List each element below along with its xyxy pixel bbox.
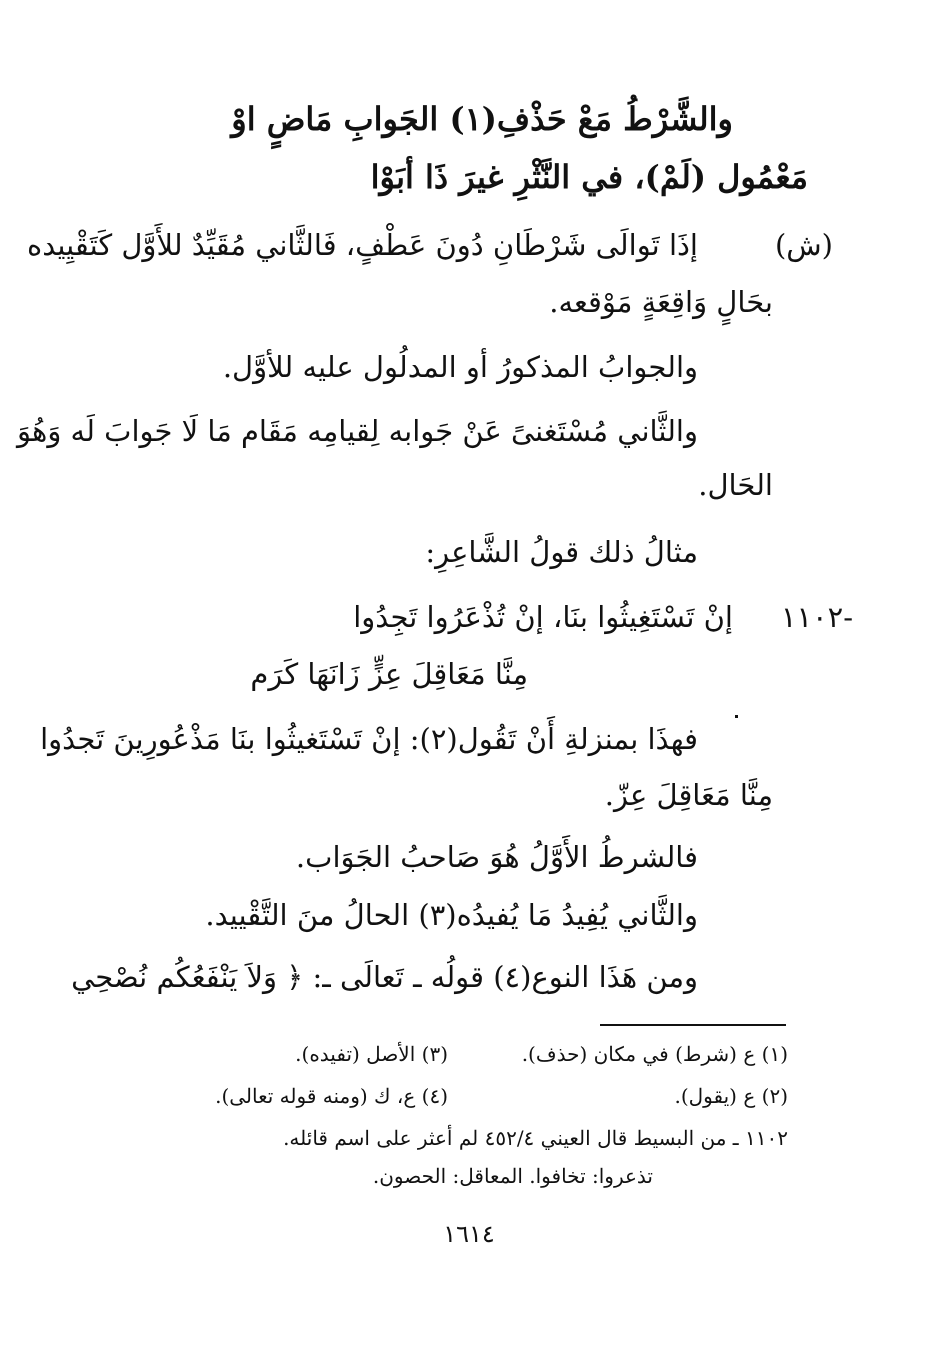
paragraph-3-line-2: الحَال. bbox=[698, 468, 773, 502]
paragraph-5-line-1: فهذَا بمنزلةِ أَنْ تَقُول(٢): إنْ تَسْتَغيثُوا بنَا مَذْعُورِينَ تَجدُوا bbox=[40, 722, 698, 756]
paragraph-1-line-2: بحَالٍ وَاقِعَةٍ مَوْقعه. bbox=[549, 285, 773, 319]
page-number: ١٦١٤ bbox=[443, 1220, 495, 1248]
footnote-rule bbox=[600, 1024, 786, 1026]
footnote-3: (٣) الأصل (تفيده). bbox=[295, 1042, 448, 1066]
paragraph-7: والثَّاني يُفِيدُ مَا يُفيدُه(٣) الحالُ منَ التَّقْييد. bbox=[205, 898, 698, 932]
commentary-marker: (ش) bbox=[774, 228, 833, 262]
paragraph-5-line-2: مِنَّا مَعَاقِلَ عِزّ. bbox=[604, 778, 773, 812]
paragraph-2: والجوابُ المذكورُ أو المدلُول عليه للأوَّل. bbox=[222, 350, 698, 384]
poem-number: ١١٠٢- bbox=[780, 600, 853, 634]
paragraph-4: مثالُ ذلك قولُ الشَّاعِرِ: bbox=[425, 535, 698, 569]
paragraph-6: فالشرطُ الأَوَّلُ هُوَ صَاحبُ الجَوَاب. bbox=[295, 840, 698, 874]
paragraph-3-line-1: والثَّاني مُسْتَغنىً عَنْ جَوابه لِقيامِه مَقَام مَا لَا جَوابَ لَه وَهُوَ bbox=[17, 414, 698, 448]
poem-note-line-1: ١١٠٢ ـ من البسيط قال العيني ٤٥٢/٤ لم أعثر على اسم قائله. bbox=[283, 1126, 788, 1150]
paragraph-8: ومن هَذَا النوع(٤) قولُه ـ تَعالَى ـ: ﴿ وَلاَ يَنْفَعُكُم نُصْحِي bbox=[71, 960, 698, 994]
poem-line-2: مِنَّا مَعَاقِلَ عِزٍّ زَانَهَا كَرَم bbox=[250, 657, 528, 691]
verse-line-2: مَعْمُول (لَمْ)، في النَّثْرِ غيرَ ذَا أبَوْا bbox=[370, 158, 808, 196]
verse-line-1: والشَّرْطُ مَعْ حَذْفِ(١) الجَوابِ مَاضٍ اوْ bbox=[231, 100, 733, 138]
footnote-1: (١) ع (شرط) في مكان (حذف). bbox=[521, 1042, 788, 1066]
poem-note-line-2: تذعروا: تخافوا. المعاقل: الحصون. bbox=[372, 1164, 653, 1188]
poem-line-1: إنْ تَسْتَغِيثُوا بنَا، إنْ تُذْعَرُوا تَجِدُوا bbox=[353, 600, 733, 634]
ink-dot bbox=[735, 715, 738, 718]
footnote-2: (٢) ع (يقول). bbox=[674, 1084, 788, 1108]
paragraph-1-line-1: إذَا تَوالَى شَرْطَانِ دُونَ عَطْفٍ، فَالثَّاني مُقَيِّدٌ للأَوَّل كَتَقْيِيده bbox=[27, 228, 698, 262]
footnote-4: (٤) ع، ك (ومنه قوله تعالى). bbox=[215, 1084, 448, 1108]
